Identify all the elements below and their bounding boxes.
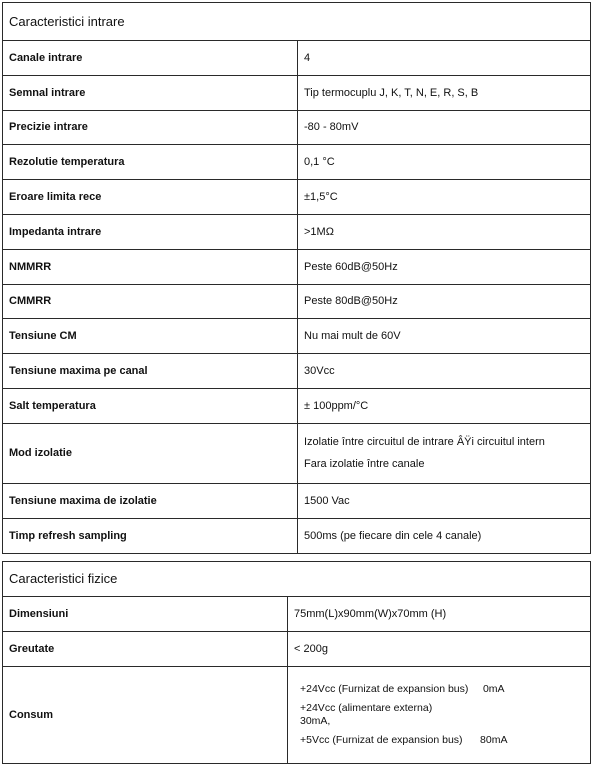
- row-label: Timp refresh sampling: [3, 519, 298, 554]
- table-row: [3, 111, 590, 146]
- value-line: +24Vcc (Furnizat de expansion bus) 0mA: [300, 683, 505, 695]
- table-row: [3, 519, 590, 554]
- table-row: [3, 215, 590, 250]
- row-label: Dimensiuni: [3, 597, 288, 631]
- row-value: ± 100ppm/°C: [304, 399, 369, 412]
- row-value: >1MΩ: [304, 225, 334, 238]
- row-label: Mod izolatie: [3, 424, 298, 483]
- row-value: 1500 Vac: [304, 494, 350, 507]
- row-label: Eroare limita rece: [3, 180, 298, 214]
- value-line: Izolatie între circuitul de intrare ÂŸi circuitul intern: [304, 436, 545, 449]
- row-value: [298, 424, 545, 483]
- table-row: [3, 319, 590, 354]
- row-label: Tensiune CM: [3, 319, 298, 353]
- row-label: Tensiune maxima pe canal: [3, 354, 298, 388]
- value-line-part: +24Vcc (alimentare externa): [300, 702, 433, 714]
- physical-characteristics-table: [2, 561, 591, 764]
- row-value: 75mm(L)x90mm(W)x70mm (H): [294, 608, 447, 620]
- row-label: CMMRR: [3, 285, 298, 319]
- table-row-consum: [3, 667, 590, 763]
- row-value: 4: [304, 51, 311, 64]
- row-label: Canale intrare: [3, 41, 298, 75]
- row-label: Tensiune maxima de izolatie: [3, 484, 298, 518]
- table-row: [3, 389, 590, 424]
- row-label: Greutate: [3, 632, 288, 666]
- row-label: Salt temperatura: [3, 389, 298, 423]
- table-row-mod-izolatie: [3, 424, 590, 484]
- row-value: Nu mai mult de 60V: [304, 330, 401, 343]
- table-row: [3, 484, 590, 519]
- table-row: [3, 145, 590, 180]
- row-value: 500ms (pe fiecare din cele 4 canale): [304, 529, 482, 542]
- row-label: Semnal intrare: [3, 76, 298, 110]
- table-row: [3, 250, 590, 285]
- table-row: [3, 285, 590, 320]
- row-label: Consum: [3, 667, 288, 763]
- table-row: [3, 180, 590, 215]
- row-label: Precizie intrare: [3, 111, 298, 145]
- value-line: +5Vcc (Furnizat de expansion bus) 80mA: [300, 734, 508, 746]
- table-row: [3, 41, 590, 76]
- row-label: NMMRR: [3, 250, 298, 284]
- table-row: [3, 76, 590, 111]
- row-value: < 200g: [294, 643, 328, 655]
- row-value: Peste 60dB@50Hz: [304, 260, 398, 273]
- row-value: 0,1 °C: [304, 156, 335, 169]
- value-line-part: 30mA,: [300, 715, 331, 727]
- row-value: Peste 80dB@50Hz: [304, 295, 398, 308]
- row-value: [288, 667, 507, 763]
- table-row: [3, 597, 590, 632]
- value-line: Fara izolatie între canale: [304, 458, 425, 471]
- row-label: Rezolutie temperatura: [3, 145, 298, 179]
- value-line: [300, 702, 507, 728]
- input-characteristics-table: [2, 2, 591, 554]
- row-value: ±1,5°C: [304, 191, 338, 204]
- section-title: Caracteristici intrare: [3, 3, 590, 41]
- table-row: [3, 354, 590, 389]
- table-row: [3, 632, 590, 667]
- row-value: -80 - 80mV: [304, 121, 359, 134]
- section-title: Caracteristici fizice: [3, 562, 590, 597]
- row-value: 30Vcc: [304, 365, 335, 378]
- row-value: Tip termocuplu J, K, T, N, E, R, S, B: [304, 86, 479, 99]
- row-label: Impedanta intrare: [3, 215, 298, 249]
